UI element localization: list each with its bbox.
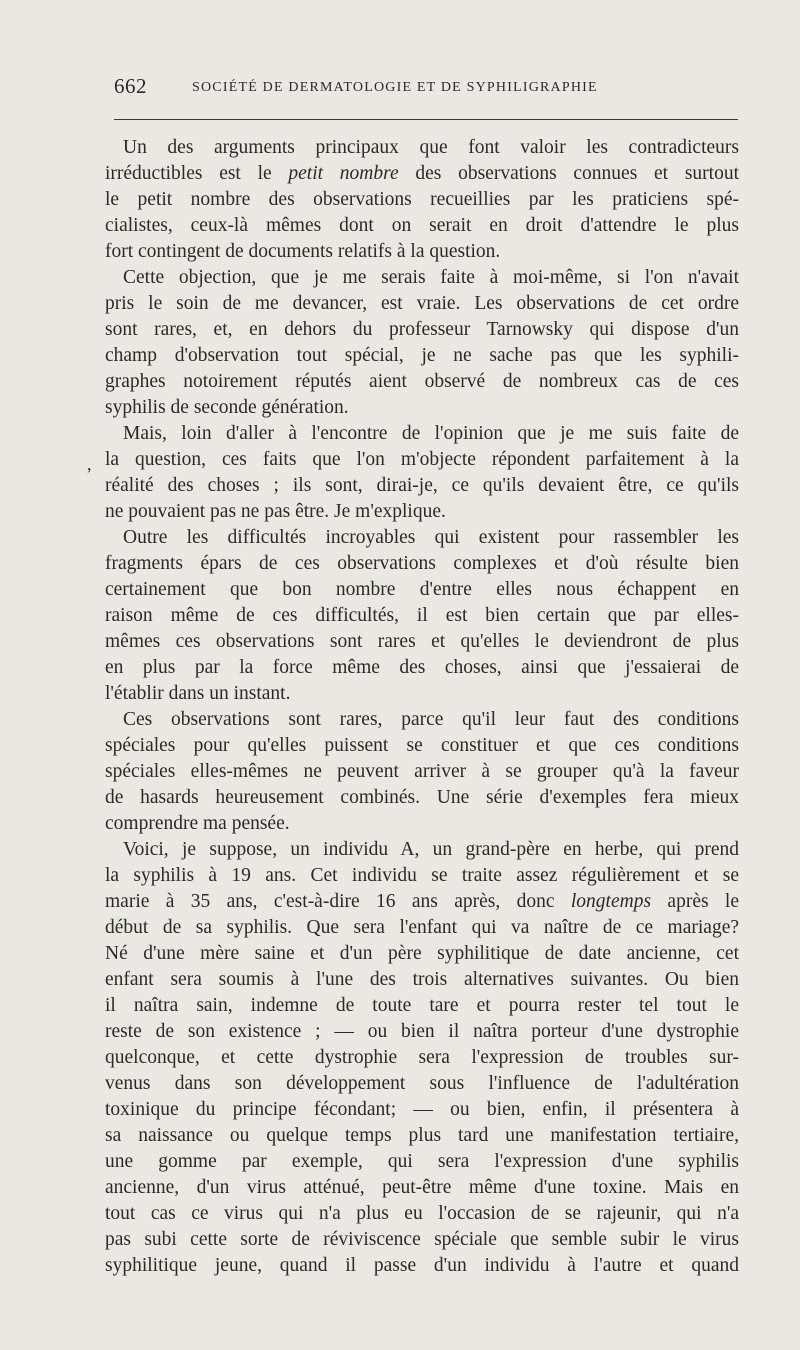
text-line: sont rares, et, en dehors du professeur Tarnowsky qui dispose d'un — [105, 319, 739, 340]
text-line: quelconque, et cette dystrophie sera l'expression de troubles sur- — [105, 1047, 739, 1068]
text-line: Voici, je suppose, un individu A, un grand-père en herbe, qui prend — [123, 839, 739, 860]
text-line: Mais, loin d'aller à l'encontre de l'opinion que je me suis faite de — [123, 423, 739, 444]
margin-mark: , — [87, 454, 92, 474]
text-line: reste de son existence ; — ou bien il naîtra porteur d'une dystrophie — [105, 1021, 739, 1042]
text-line: pas subi cette sorte de réviviscence spéciale que semble subir le virus — [105, 1229, 739, 1250]
text-line: fragments épars de ces observations complexes et d'où résulte bien — [105, 553, 739, 574]
text-line: syphilis de seconde génération. — [105, 397, 349, 418]
header-rule — [114, 119, 738, 120]
text-line: venus dans son développement sous l'influence de l'adultération — [105, 1073, 739, 1094]
text-line: la syphilis à 19 ans. Cet individu se traite assez régulièrement et se — [105, 865, 739, 886]
text-line: Outre les difficultés incroyables qui existent pour rassembler les — [123, 527, 739, 548]
text-segment: des observations connues et surtout — [398, 163, 739, 184]
text-line: graphes notoirement réputés aient observé de nombreux cas de ces — [105, 371, 739, 392]
text-line: sa naissance ou quelque temps plus tard une manifestation tertiaire, — [105, 1125, 739, 1146]
text-segment: marie à 35 ans, c'est-à-dire 16 ans après, donc — [105, 891, 571, 912]
text-line: Né d'une mère saine et d'un père syphilitique de date ancienne, cet — [105, 943, 739, 964]
text-line: comprendre ma pensée. — [105, 813, 290, 834]
text-line: réalité des choses ; ils sont, dirai-je, ce qu'ils devaient être, ce qu'ils — [105, 475, 739, 496]
text-line: spéciales pour qu'elles puissent se constituer et que ces conditions — [105, 735, 739, 756]
text-segment: après le — [651, 891, 740, 912]
text-line: ne pouvaient pas ne pas être. Je m'explique. — [105, 501, 446, 522]
text-line: mêmes ces observations sont rares et qu'elles le deviendront de plus — [105, 631, 739, 652]
text-line: enfant sera soumis à l'une des trois alternatives suivantes. Ou bien — [105, 969, 739, 990]
text-line: le petit nombre des observations recueillies par les praticiens spé- — [105, 189, 739, 210]
body-text — [87, 135, 740, 1279]
text-line: l'établir dans un instant. — [105, 683, 291, 704]
text-line: une gomme par exemple, qui sera l'expression d'une syphilis — [105, 1151, 739, 1172]
text-line: de hasards heureusement combinés. Une série d'exemples fera mieux — [105, 787, 739, 808]
text-line: certainement que bon nombre d'entre elles nous échappent en — [105, 579, 739, 600]
text-line: spéciales elles-mêmes ne peuvent arriver à se grouper qu'à la faveur — [105, 761, 739, 782]
page-number: 662 — [114, 74, 147, 98]
text-line: syphilitique jeune, quand il passe d'un individu à l'autre et quand — [105, 1255, 739, 1276]
text-line: Cette objection, que je me serais faite à moi-même, si l'on n'avait — [123, 267, 739, 288]
text-segment: irréductibles est le — [105, 163, 289, 184]
text-line: en plus par la force même des choses, ainsi que j'essaierai de — [105, 657, 739, 678]
page-header — [114, 74, 738, 104]
text-line: pris le soin de me devancer, est vraie. Les observations de cet ordre — [105, 293, 739, 314]
text-line: ancienne, d'un virus atténué, peut-être même d'une toxine. Mais en — [105, 1177, 739, 1198]
text-line: toxinique du principe fécondant; — ou bien, enfin, il présentera à — [105, 1099, 739, 1120]
text-line: tout cas ce virus qui n'a plus eu l'occasion de se rajeunir, qui n'a — [105, 1203, 739, 1224]
text-line: champ d'observation tout spécial, je ne sache pas que les syphili- — [105, 345, 739, 366]
text-line — [105, 161, 739, 187]
text-line: la question, ces faits que l'on m'objecte répondent parfaitement à la — [105, 449, 739, 470]
running-head: SOCIÉTÉ DE DERMATOLOGIE ET DE SYPHILIGRAPHIE — [192, 80, 598, 95]
italic-phrase: petit nombre — [288, 163, 399, 184]
text-line: cialistes, ceux-là mêmes dont on serait en droit d'attendre le plus — [105, 215, 739, 236]
text-line: Ces observations sont rares, parce qu'il leur faut des conditions — [123, 709, 739, 730]
text-line: début de sa syphilis. Que sera l'enfant qui va naître de ce mariage? — [105, 917, 739, 938]
text-line: Un des arguments principaux que font valoir les contradicteurs — [123, 137, 739, 158]
italic-word: longtemps — [570, 891, 652, 912]
text-line: raison même de ces difficultés, il est bien certain que par elles- — [105, 605, 739, 626]
text-line: fort contingent de documents relatifs à la question. — [105, 241, 501, 262]
text-line — [105, 889, 739, 915]
text-line: il naîtra sain, indemne de toute tare et pourra rester tel tout le — [105, 995, 739, 1016]
